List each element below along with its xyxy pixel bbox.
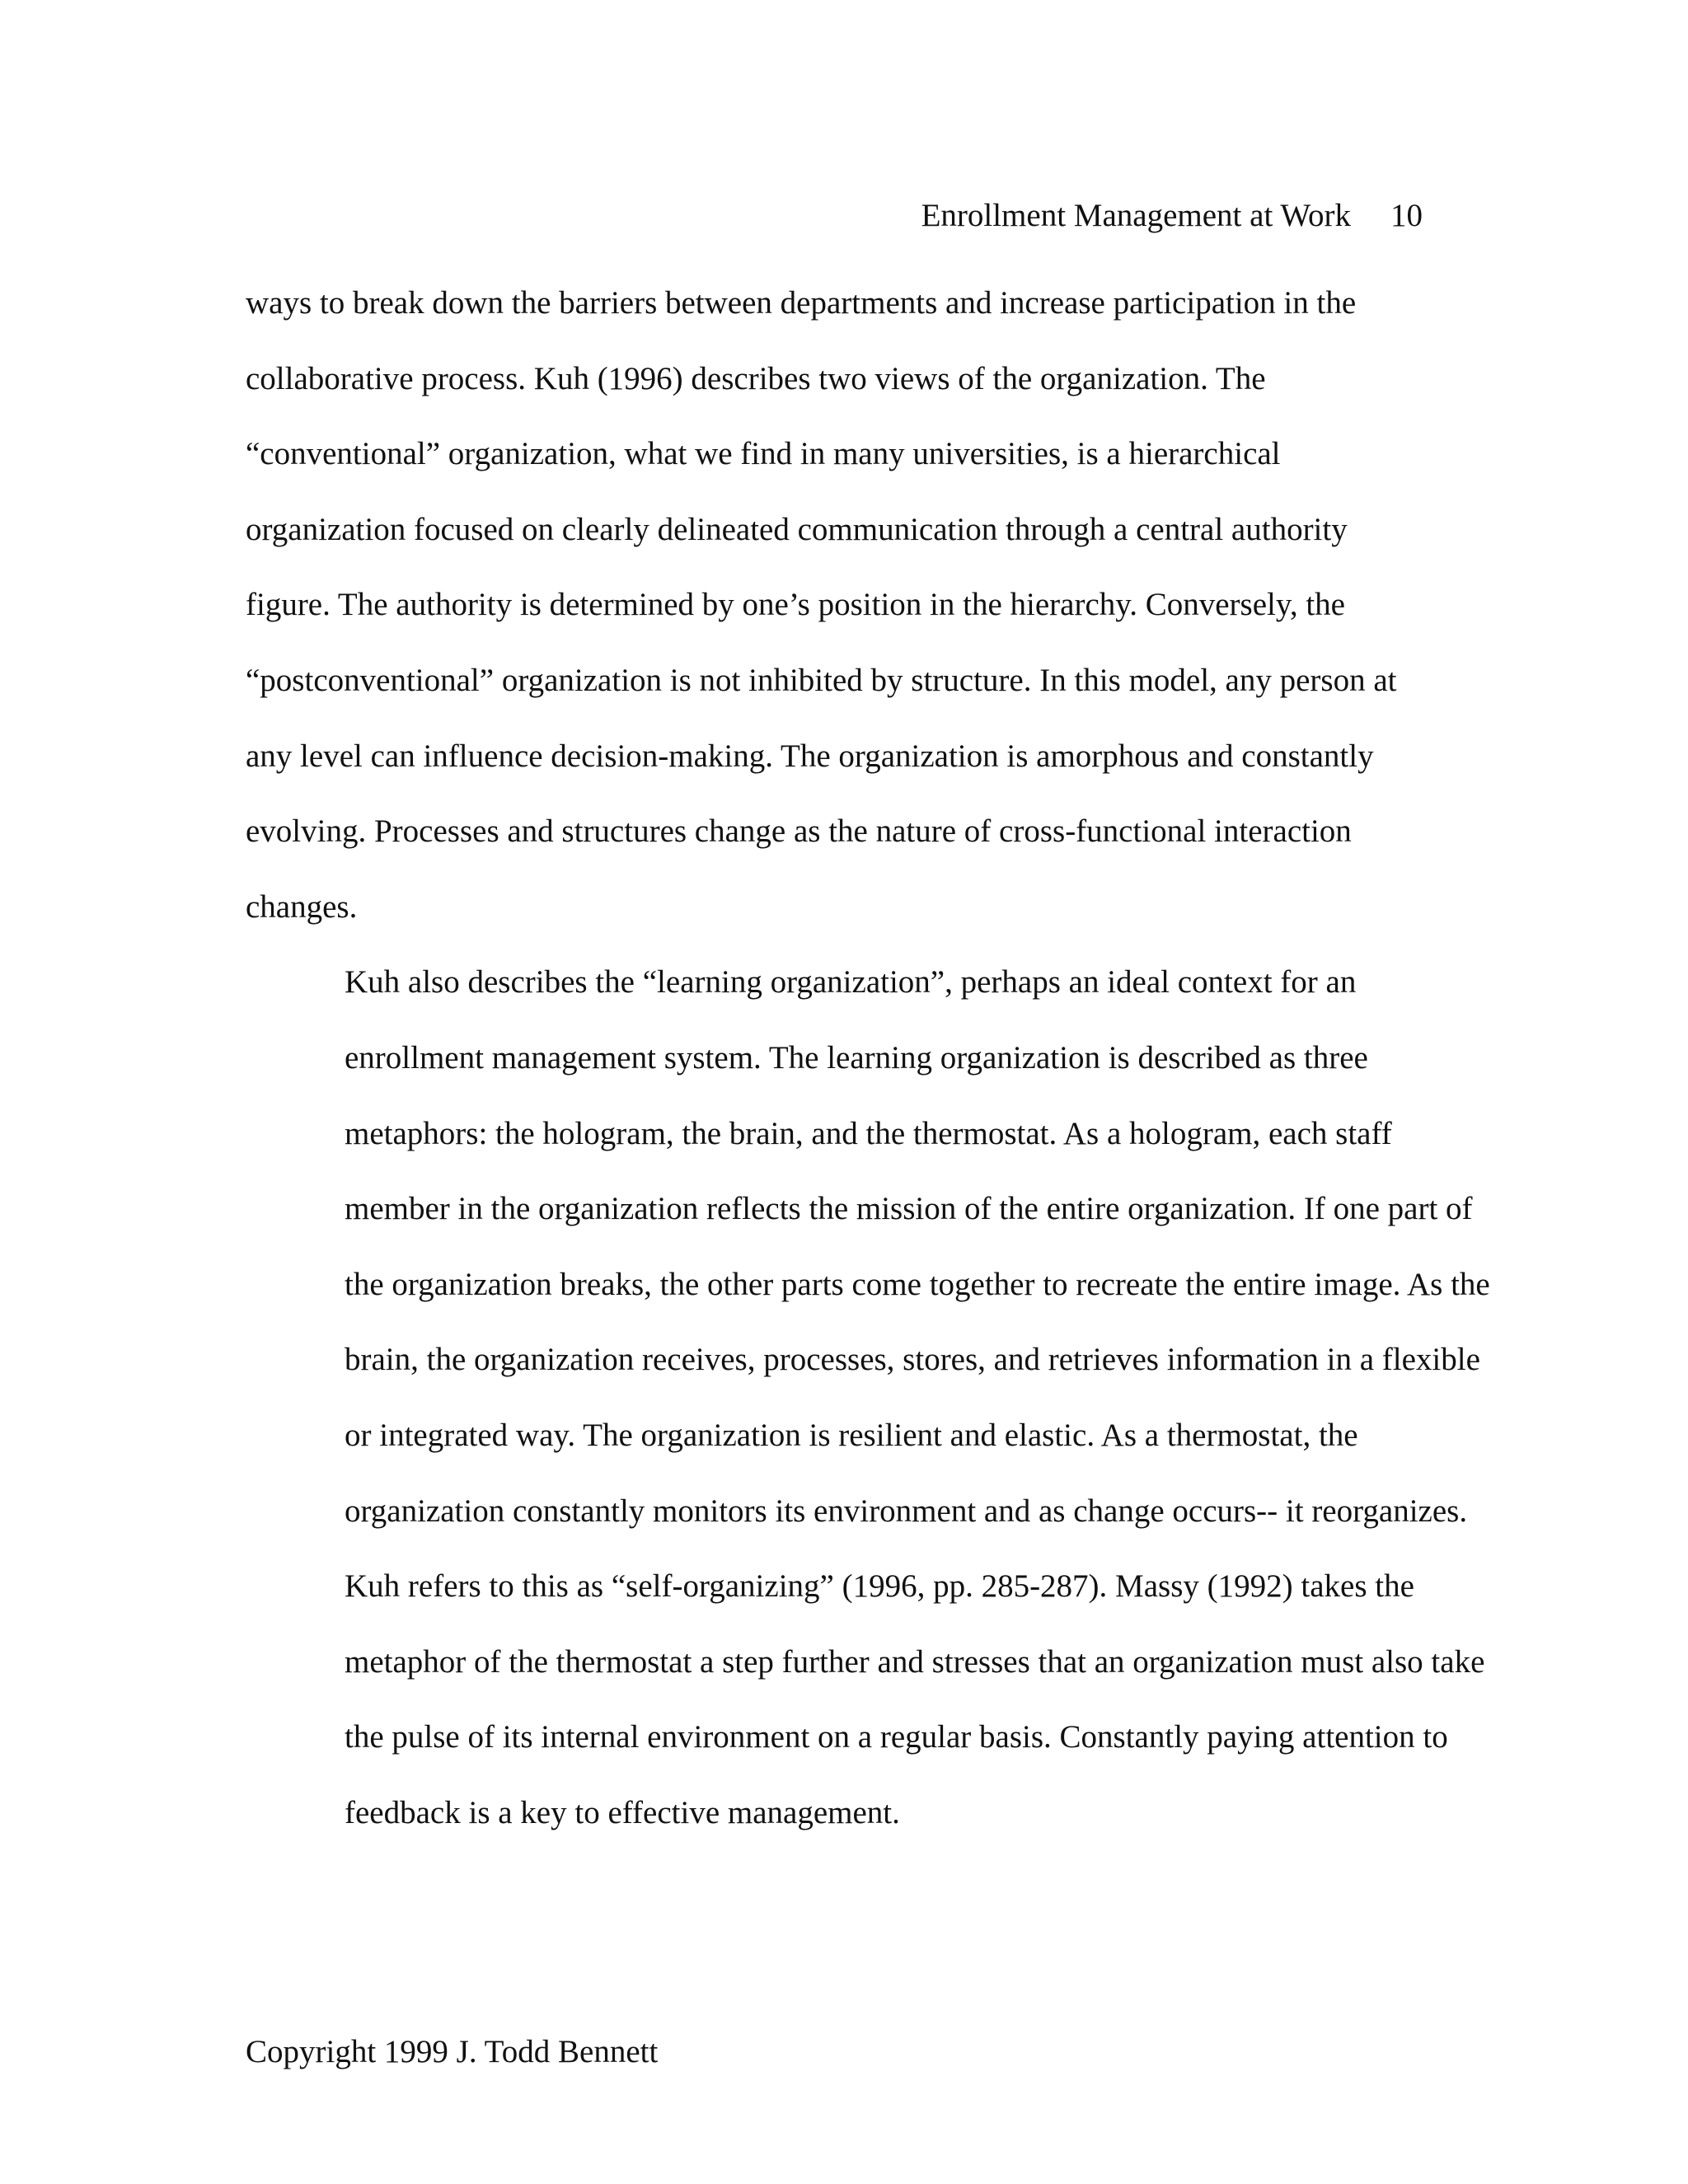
text-line: or integrated way. The organization is resilient and elastic. As a thermostat, the <box>345 1417 1358 1453</box>
text-line: the pulse of its internal environment on a regular basis. Constantly paying attention to <box>345 1719 1448 1755</box>
text-line: enrollment management system. The learning organization is described as three <box>345 1039 1368 1076</box>
text-line: any level can influence decision-making. The organization is amorphous and constantly <box>246 738 1374 774</box>
running-head <box>921 191 1423 241</box>
paragraph-1 <box>246 265 1432 944</box>
text-line: feedback is a key to effective management. <box>345 1794 900 1830</box>
text-line: organization constantly monitors its environment and as change occurs-- it reorganizes. <box>345 1493 1468 1529</box>
text-line: collaborative process. Kuh (1996) describes two views of the organization. The <box>246 360 1266 396</box>
body-text <box>246 265 1490 1850</box>
text-line: metaphors: the hologram, the brain, and the thermostat. As a hologram, each staff <box>345 1115 1392 1151</box>
text-line: organization focused on clearly delineated communication through a central authority <box>246 511 1348 547</box>
text-line: Kuh also describes the “learning organization”, perhaps an ideal context for an <box>345 964 1357 1001</box>
paragraph-2 <box>246 944 1490 1850</box>
text-line: changes. <box>246 888 358 925</box>
text-line: ways to break down the barriers between departments and increase participation in the <box>246 285 1357 321</box>
text-line: evolving. Processes and structures change as the nature of cross-functional interaction <box>246 813 1352 850</box>
text-line: member in the organization reflects the mission of the entire organization. If one part of <box>345 1191 1473 1227</box>
text-line: “conventional” organization, what we find in many universities, is a hierarchical <box>246 436 1281 472</box>
text-line: Kuh refers to this as “self-organizing” (1996, pp. 285-287). Massy (1992) takes the <box>345 1568 1414 1605</box>
text-line: the organization breaks, the other parts come together to recreate the entire image. As the <box>345 1266 1490 1302</box>
text-line: brain, the organization receives, processes, stores, and retrieves information in a flexible <box>345 1342 1480 1378</box>
text-line: metaphor of the thermostat a step further and stresses that an organization must also take <box>345 1643 1485 1680</box>
text-line: figure. The authority is determined by one’s position in the hierarchy. Conversely, the <box>246 587 1345 623</box>
text-line: “postconventional” organization is not inhibited by structure. In this model, any person at <box>246 662 1397 698</box>
page-number: 10 <box>1390 198 1423 233</box>
running-title: Enrollment Management at Work <box>921 198 1351 233</box>
footer-copyright: Copyright 1999 J. Todd Bennett <box>246 2034 659 2069</box>
